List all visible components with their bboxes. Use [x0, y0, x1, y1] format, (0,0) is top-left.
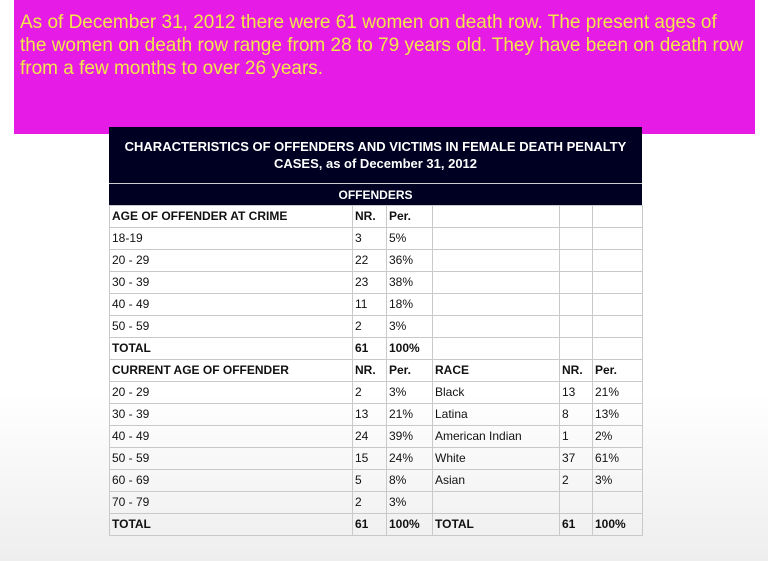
table-title-line1: CHARACTERISTICS OF OFFENDERS AND VICTIMS IN FEMALE DEATH PENALTY [124, 139, 627, 154]
table-title [109, 127, 642, 183]
nr-header: NR. [353, 206, 387, 228]
table-row: 40 - 49 24 39% American Indian 1 2% [110, 426, 643, 448]
table-row: 50 - 59 15 24% White 37 61% [110, 448, 643, 470]
table-row: 50 - 59 2 3% [110, 316, 643, 338]
per-header: Per. [387, 206, 433, 228]
current-age-total-row: TOTAL 61 100% TOTAL 61 100% [110, 514, 643, 536]
table-row: 70 - 79 2 3% [110, 492, 643, 514]
table-row: 30 - 39 13 21% Latina 8 13% [110, 404, 643, 426]
table-row: 60 - 69 5 8% Asian 2 3% [110, 470, 643, 492]
table-row: 30 - 39 23 38% [110, 272, 643, 294]
table-row: 18-19 3 5% [110, 228, 643, 250]
table-subtitle: OFFENDERS [109, 183, 642, 205]
table-row: 20 - 29 2 3% Black 13 21% [110, 382, 643, 404]
data-grid [109, 205, 643, 536]
intro-text: As of December 31, 2012 there were 61 women on death row. The present ages of the women on death row range from 28 to 79 years old. They have been on death row from a few months to over 26 years. [20, 12, 744, 79]
age-at-crime-total-row: TOTAL 61 100% [110, 338, 643, 360]
current-age-header: CURRENT AGE OF OFFENDER [110, 360, 353, 382]
race-header: RACE [433, 360, 560, 382]
table-title-line2: CASES, as of December 31, 2012 [273, 156, 478, 171]
table-row: 40 - 49 11 18% [110, 294, 643, 316]
current-age-header-row: CURRENT AGE OF OFFENDER NR. Per. RACE NR. Per. [110, 360, 643, 382]
table-row: 20 - 29 22 36% [110, 250, 643, 272]
intro-banner [14, 0, 755, 134]
age-at-crime-header-row [110, 206, 643, 228]
age-at-crime-header: AGE OF OFFENDER AT CRIME [110, 206, 353, 228]
characteristics-table [109, 127, 642, 536]
